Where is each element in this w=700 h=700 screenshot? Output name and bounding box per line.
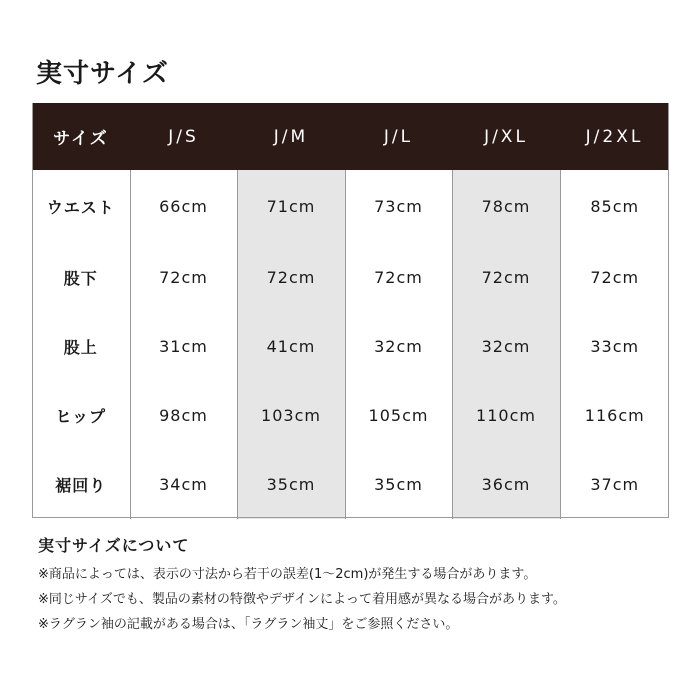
table-cell: 31cm (130, 312, 237, 381)
table-cell: 103cm (237, 381, 345, 450)
table-cell: 33cm (560, 312, 669, 381)
table-cell: 32cm (345, 312, 452, 381)
notes-title: 実寸サイズについて (38, 536, 190, 555)
size-header-js: J/S (130, 103, 237, 170)
table-cell: 116cm (560, 381, 669, 450)
table-cell: 41cm (237, 312, 345, 381)
table-cell: 72cm (452, 243, 560, 312)
note-item: ※ラグラン袖の記載がある場合は、「ラグラン袖丈」をご参照ください。 (38, 617, 459, 632)
size-table (32, 103, 669, 519)
table-row-hip (32, 381, 669, 450)
table-cell: 73cm (345, 170, 452, 243)
table-row-hem (32, 450, 669, 519)
table-cell: 72cm (237, 243, 345, 312)
note-item: ※同じサイズでも、製品の素材の特徴やデザインによって着用感が異なる場合があります。 (38, 592, 566, 607)
table-cell: 71cm (237, 170, 345, 243)
size-header-jl: J/L (345, 103, 452, 170)
table-cell: 34cm (130, 450, 237, 519)
row-label-inseam: 股下 (32, 243, 130, 312)
table-row-inseam (32, 243, 669, 312)
size-header-jm: J/M (237, 103, 345, 170)
size-header-corner: サイズ (32, 103, 130, 170)
notes-list (38, 565, 566, 640)
table-cell: 72cm (345, 243, 452, 312)
table-row-waist (32, 170, 669, 243)
table-cell: 66cm (130, 170, 237, 243)
size-header-row (32, 103, 669, 170)
size-header-jxl: J/XL (452, 103, 560, 170)
table-cell: 78cm (452, 170, 560, 243)
table-cell: 110cm (452, 381, 560, 450)
table-cell: 37cm (560, 450, 669, 519)
table-cell: 35cm (345, 450, 452, 519)
table-cell: 72cm (560, 243, 669, 312)
table-cell: 98cm (130, 381, 237, 450)
page-title: 実寸サイズ (36, 59, 169, 89)
table-cell: 35cm (237, 450, 345, 519)
table-row-rise (32, 312, 669, 381)
row-label-waist: ウエスト (32, 170, 130, 243)
row-label-hip: ヒップ (32, 381, 130, 450)
row-label-hem: 裾回り (32, 450, 130, 519)
table-cell: 105cm (345, 381, 452, 450)
row-label-rise: 股上 (32, 312, 130, 381)
table-cell: 36cm (452, 450, 560, 519)
note-item: ※商品によっては、表示の寸法から若干の誤差(1〜2cm)が発生する場合があります。 (38, 567, 537, 582)
size-header-j2xl: J/2XL (560, 103, 669, 170)
table-cell: 32cm (452, 312, 560, 381)
table-cell: 85cm (560, 170, 669, 243)
table-cell: 72cm (130, 243, 237, 312)
